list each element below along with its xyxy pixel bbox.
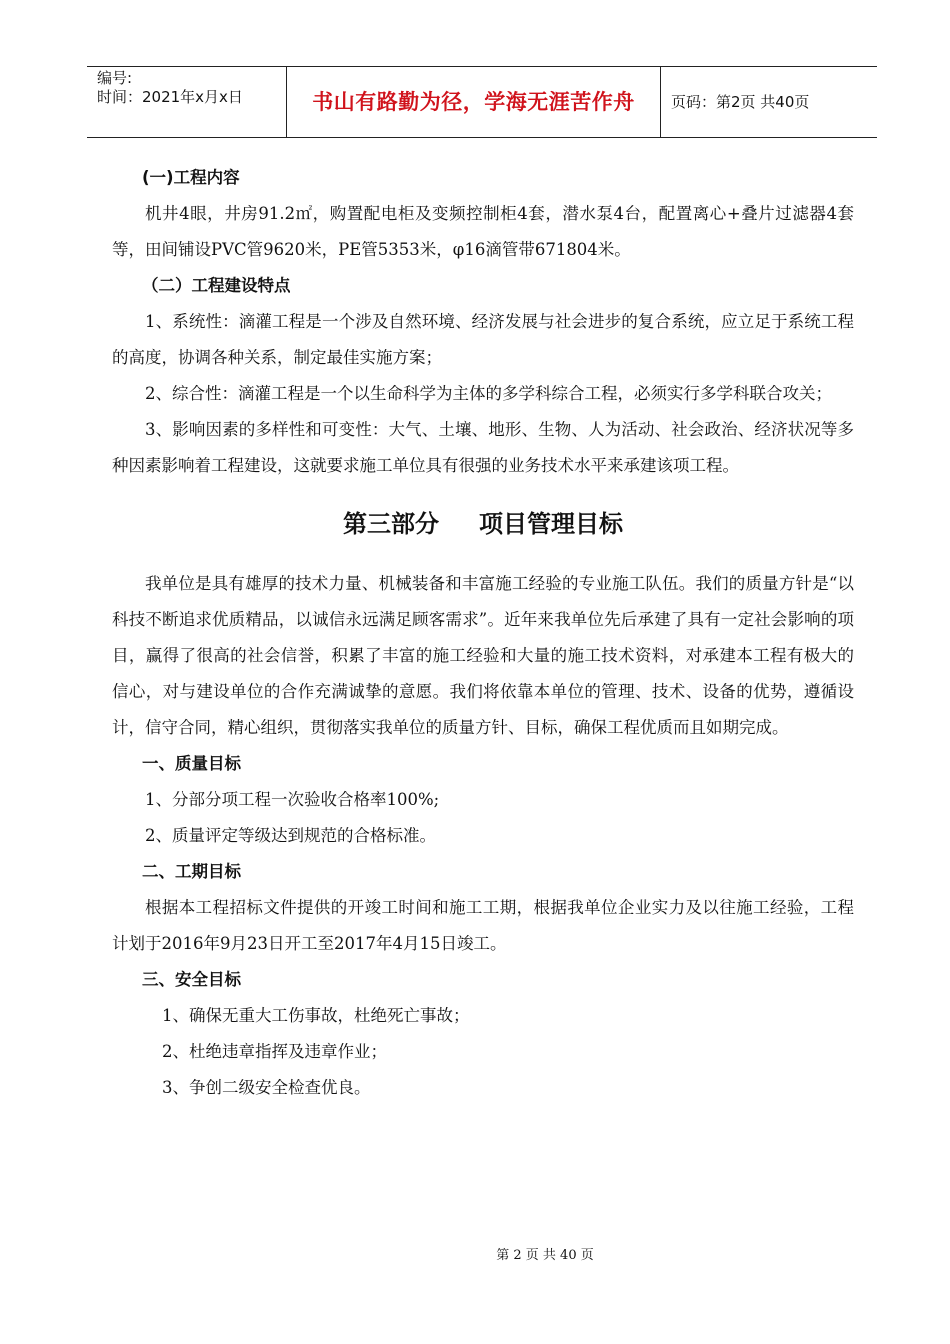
part-title-text: 项目管理目标 <box>479 510 623 538</box>
paragraph-feature-2: 2、综合性：滴灌工程是一个以生命科学为主体的多学科综合工程，必须实行多学科联合攻关； <box>145 384 832 403</box>
paragraph-feature-3: 3、影响因素的多样性和可变性：大气、土壤、地形、生物、人为活动、社会政治、经济状况等多种因素影响着工程建设，这就要求施工单位具有很强的业务技术水平来承建该项工程。 <box>112 420 854 475</box>
list-item-safety-3: 3、争创二级安全检查优良。 <box>162 1078 371 1097</box>
section-heading-project-content: (一)工程内容 <box>142 168 240 187</box>
paragraph-schedule: 根据本工程招标文件提供的开竣工时间和施工工期，根据我单位企业实力及以往施工经验，工程计划于2016年9月23日开工至2017年4月15日竣工。 <box>112 898 854 953</box>
list-item-quality-1: 1、分部分项工程一次验收合格率100%; <box>145 790 440 809</box>
page-footer: 第 2 页 共 40 页 <box>496 1248 594 1263</box>
part-title <box>112 504 854 544</box>
paragraph-feature-1: 1、系统性：滴灌工程是一个涉及自然环境、经济发展与社会进步的复合系统，应立足于系统工程的高度，协调各种关系，制定最佳实施方案； <box>112 312 854 367</box>
section-heading-schedule: 二、工期目标 <box>142 862 241 881</box>
paragraph-project-content: 机井4眼，井房91.2㎡，购置配电柜及变频控制柜4套，潜水泵4台，配置离心+叠片过滤器4套等，田间铺设PVC管9620米，PE管5353米，φ16滴管带671804米。 <box>112 204 854 259</box>
document-body <box>112 160 854 1106</box>
header-time-label: 时间：2021年x月x日 <box>97 88 243 106</box>
section-heading-safety: 三、安全目标 <box>142 970 241 989</box>
section-heading-quality: 一、质量目标 <box>142 754 241 773</box>
section-heading-features: （二）工程建设特点 <box>142 276 291 295</box>
part-title-number: 第三部分 <box>343 510 439 538</box>
paragraph-intro: 我单位是具有雄厚的技术力量、机械装备和丰富施工经验的专业施工队伍。我们的质量方针是“以科技不断追求优质精品，以诚信永远满足顾客需求”。近年来我单位先后承建了具有一定社会影响的项目，赢得了很高的社会信誉，积累了丰富的施工经验和大量的施工技术资料，对承建本工程有极大的信心，对与建设单位的合作充满诚挚的意愿。我们将依靠本单位的管理、技术、设备的优势，遵循设计，信守合同，精心组织，贯彻落实我单位的质量方针、目标，确保工程优质而且如期完成。 <box>112 574 854 737</box>
header-meta <box>87 67 287 137</box>
header-number-label: 编号: <box>97 69 133 87</box>
page-header <box>87 66 877 138</box>
list-item-quality-2: 2、质量评定等级达到规范的合格标准。 <box>145 826 436 845</box>
header-motto: 书山有路勤为径，学海无涯苦作舟 <box>287 67 661 137</box>
list-item-safety-1: 1、确保无重大工伤事故，杜绝死亡事故； <box>162 1006 470 1025</box>
header-page-info: 页码：第2页 共40页 <box>671 93 810 111</box>
list-item-safety-2: 2、杜绝违章指挥及违章作业； <box>162 1042 387 1061</box>
